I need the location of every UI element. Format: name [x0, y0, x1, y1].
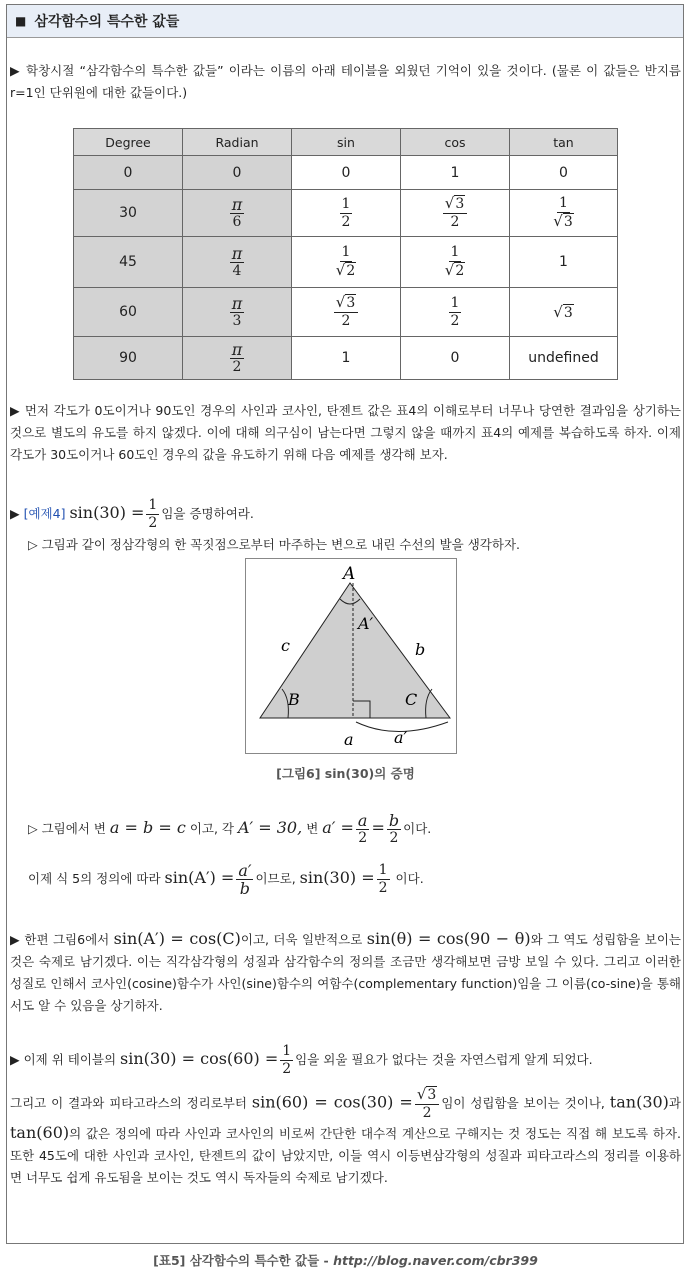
step2-prefix: 이제 식 5의 정의에 따라 [28, 871, 161, 886]
cell-cos: $\frac{1}{2}$ [401, 288, 510, 337]
cell-sin: 0 [292, 156, 401, 190]
step1-a-prime: a′ = [322, 818, 354, 837]
label-b: b [415, 640, 426, 659]
example-expression: sin(30) = [69, 503, 145, 522]
example-tag: [예제4] [23, 506, 66, 521]
para4-expr-2: tan(30) [609, 1092, 669, 1112]
figure-caption: [그림6] sin(30)의 증명 [276, 766, 415, 781]
col-tan: tan [510, 129, 618, 156]
cell-tan: 1 √ 3 [510, 190, 618, 237]
step1-angle: A′ = 30, [237, 818, 303, 837]
para4-expr-3: tan(60) [10, 1123, 70, 1142]
table-row [74, 288, 618, 337]
hint-text: ▷ 그림과 같이 정삼각형의 한 꼭짓점으로부터 마주하는 변으로 내린 수선의 발을 생각하자. [28, 537, 520, 552]
para3-expr: sin(30) = cos(60) = [120, 1049, 279, 1068]
cell-degree: 60 [74, 288, 183, 337]
footer-label: [표5] 삼각함수의 특수한 값들 - [153, 1253, 329, 1268]
col-radian: Radian [183, 129, 292, 156]
cell-cos: 1 √ 2 [401, 237, 510, 288]
step1-line: ▷ 그림에서 변 a = b = c 이고, 각 A′ = 30, 변 a′ = $\frac{a}{2}$ = $\frac{b}{2}$ 이다. [28, 811, 432, 846]
table-row [74, 237, 618, 288]
intro-paragraph [10, 60, 681, 104]
cell-sin: $\frac{1}{2}$ [292, 190, 401, 237]
para2-text-2: 이고, 더욱 일반적으로 [240, 932, 363, 947]
section-title: 삼각함수의 특수한 값들 [34, 14, 180, 30]
step1-mid: 이고, 각 [189, 821, 234, 836]
label-a: a [344, 730, 354, 749]
para4-text-4: 의 값은 정의에 따라 사인과 코사인의 비로써 간단한 대수적 계산으로 구해지는 것 정도는 직접 해 보도록 하자. 또한 45도에 대한 사인과 코사인, 탄젠트의 값이 남았지만, 이들 역시 이등변삼각형의 성질과 피타고라스의 정리를 이용하면 너무도 쉽게 유도됨을 보이는 것도 역시 독자들의 숙제로 남기겠다. [10, 1126, 681, 1185]
cell-tan: √ 3 [510, 288, 618, 337]
triangle-figure [245, 558, 457, 754]
step2-rhs: sin(30) = [299, 868, 375, 887]
step2-lhs: sin(A′) = [164, 868, 235, 887]
label-A-prime: A′ [358, 614, 374, 633]
cell-radian: $\frac{\pi}{6}$ [183, 190, 292, 237]
step1-equation: a = b = c [109, 818, 186, 837]
intro-text: ▶ 학창시절 “삼각함수의 특수한 값들” 이라는 이름의 아래 테이블을 외웠던 기억이 있을 것이다. (물론 이 값들은 반지름 r=1인 단위원에 대한 값들이다.) [10, 63, 681, 100]
para4-text-1: 그리고 이 결과와 피타고라스의 정리로부터 [10, 1095, 247, 1111]
cell-tan: undefined [510, 337, 618, 380]
para3-text-2: 임을 외울 필요가 없다는 것을 자연스럽게 알게 되었다. [295, 1052, 593, 1067]
cell-sin: 1 √ 2 [292, 237, 401, 288]
table-row [74, 156, 618, 190]
cell-sin: 1 [292, 337, 401, 380]
cell-radian: $\frac{\pi}{3}$ [183, 288, 292, 337]
paragraph-conclusion: ▶ 이제 위 테이블의 sin(30) = cos(60) = $\frac{1}{2}$ 임을 외울 필요가 없다는 것을 자연스럽게 알게 되었다. [10, 1043, 593, 1077]
para3-text-1: ▶ 이제 위 테이블의 [10, 1052, 117, 1067]
col-sin: sin [292, 129, 401, 156]
hint-line [28, 534, 681, 556]
equilateral-triangle-diagram [246, 559, 456, 753]
label-c: c [281, 636, 290, 655]
paragraph-derivation-intro [10, 400, 681, 466]
table-source-footer [0, 1251, 691, 1269]
label-C: C [405, 690, 418, 709]
para2-expr-2: sin(θ) = cos(90 − θ) [366, 929, 531, 948]
step1-side: 변 [306, 821, 319, 836]
para4-text-2: 임이 성립함을 보이는 것이나, [441, 1095, 605, 1111]
paragraph-complementary [10, 928, 681, 1017]
step2-line: 이제 식 5의 정의에 따라 sin(A′) = $\frac{a'}{b}$ 이므로, sin(30) = $\frac{1}{2}$ 이다. [28, 861, 424, 898]
arrow-icon: ▶ [10, 506, 20, 521]
para2-expr-1: sin(A′) = cos(C) [113, 929, 241, 948]
step2-suffix: 이다. [395, 871, 424, 886]
section-header [7, 5, 683, 38]
label-B: B [288, 690, 300, 709]
cell-cos: √ 3 2 [401, 190, 510, 237]
cell-sin: √ 3 2 [292, 288, 401, 337]
special-values-table [73, 128, 618, 380]
example-suffix: 임을 증명하여라. [161, 506, 254, 521]
step1-suffix: 이다. [403, 821, 432, 836]
cell-tan: 0 [510, 156, 618, 190]
cell-degree: 0 [74, 156, 183, 190]
example-line: ▶ [예제4] sin(30) = $\frac{1}{2}$ 임을 증명하여라. [10, 497, 254, 531]
cell-cos: 1 [401, 156, 510, 190]
col-degree: Degree [74, 129, 183, 156]
cell-degree: 30 [74, 190, 183, 237]
paragraph-pythagoras: 그리고 이 결과와 피타고라스의 정리로부터 sin(60) = cos(30) = √ 3 2 임이 성립함을 보이는 것이나, tan(30)과 tan(60)의 값은 정의에 따라 사인과 코사인의 비로써 간단한 대수적 계산으로 구해지는 것 정도는 직접 해 보도록 하자. 또한 45도에 대한 사인과 코사인, 탄젠트의 값이 남았지만, 이들 역시 이등변삼각형의 성질과 피타고라스의 정리를 이용하면 너무도 쉽게 유도됨을 보이는 것도 역시 독자들의 숙제로 남기겠다. [10, 1085, 681, 1185]
cell-degree: 45 [74, 237, 183, 288]
para2-text-1: ▶ 한편 그림6에서 [10, 932, 110, 947]
cell-degree: 90 [74, 337, 183, 380]
paragraph-text: ▶ 먼저 각도가 0도이거나 90도인 경우의 사인과 코사인, 탄젠트 값은 표4의 이해로부터 너무나 당연한 결과임을 상기하는 것으로 별도의 유도를 하지 않겠다. 이에 대해 의구심이 남는다면 그렇지 않을 때까지 표4의 예제를 복습하도록 하자. 이제 각도가 30도이거나 60도인 경우의 값을 유도하기 위해 다음 예제를 생각해 보자. [10, 403, 681, 462]
table-row [74, 190, 618, 237]
footer-url-link[interactable]: http://blog.naver.com/cbr399 [333, 1253, 538, 1268]
cell-radian: $\frac{\pi}{4}$ [183, 237, 292, 288]
para4-text-3: 과 [668, 1095, 681, 1111]
cell-tan: 1 [510, 237, 618, 288]
step2-mid: 이므로, [255, 871, 296, 886]
table-header-row [74, 129, 618, 156]
label-A: A [343, 564, 356, 584]
cell-radian: 0 [183, 156, 292, 190]
cell-radian: $\frac{\pi}{2}$ [183, 337, 292, 380]
col-cos: cos [401, 129, 510, 156]
square-bullet-icon: ■ [15, 14, 27, 28]
step1-prefix: ▷ 그림에서 변 [28, 821, 106, 836]
para4-expr-1: sin(60) = cos(30) = [251, 1092, 413, 1112]
label-a-prime: a′ [394, 728, 408, 747]
cell-cos: 0 [401, 337, 510, 380]
table-row [74, 337, 618, 380]
para2-text-3: 와 그 역도 성립함을 보이는 것은 숙제로 남기겠다. 이는 직각삼각형의 성질과 삼각함수의 정의를 조금만 생각해보면 금방 보일 수 있다. 그리고 이러한 성질로 인해서 코사인(cosine)함수가 사인(sine)함수의 여함수(complementary function)임을 그 이름(co-sine)을 통해서도 알 수 있음을 상기하자. [10, 932, 682, 1013]
